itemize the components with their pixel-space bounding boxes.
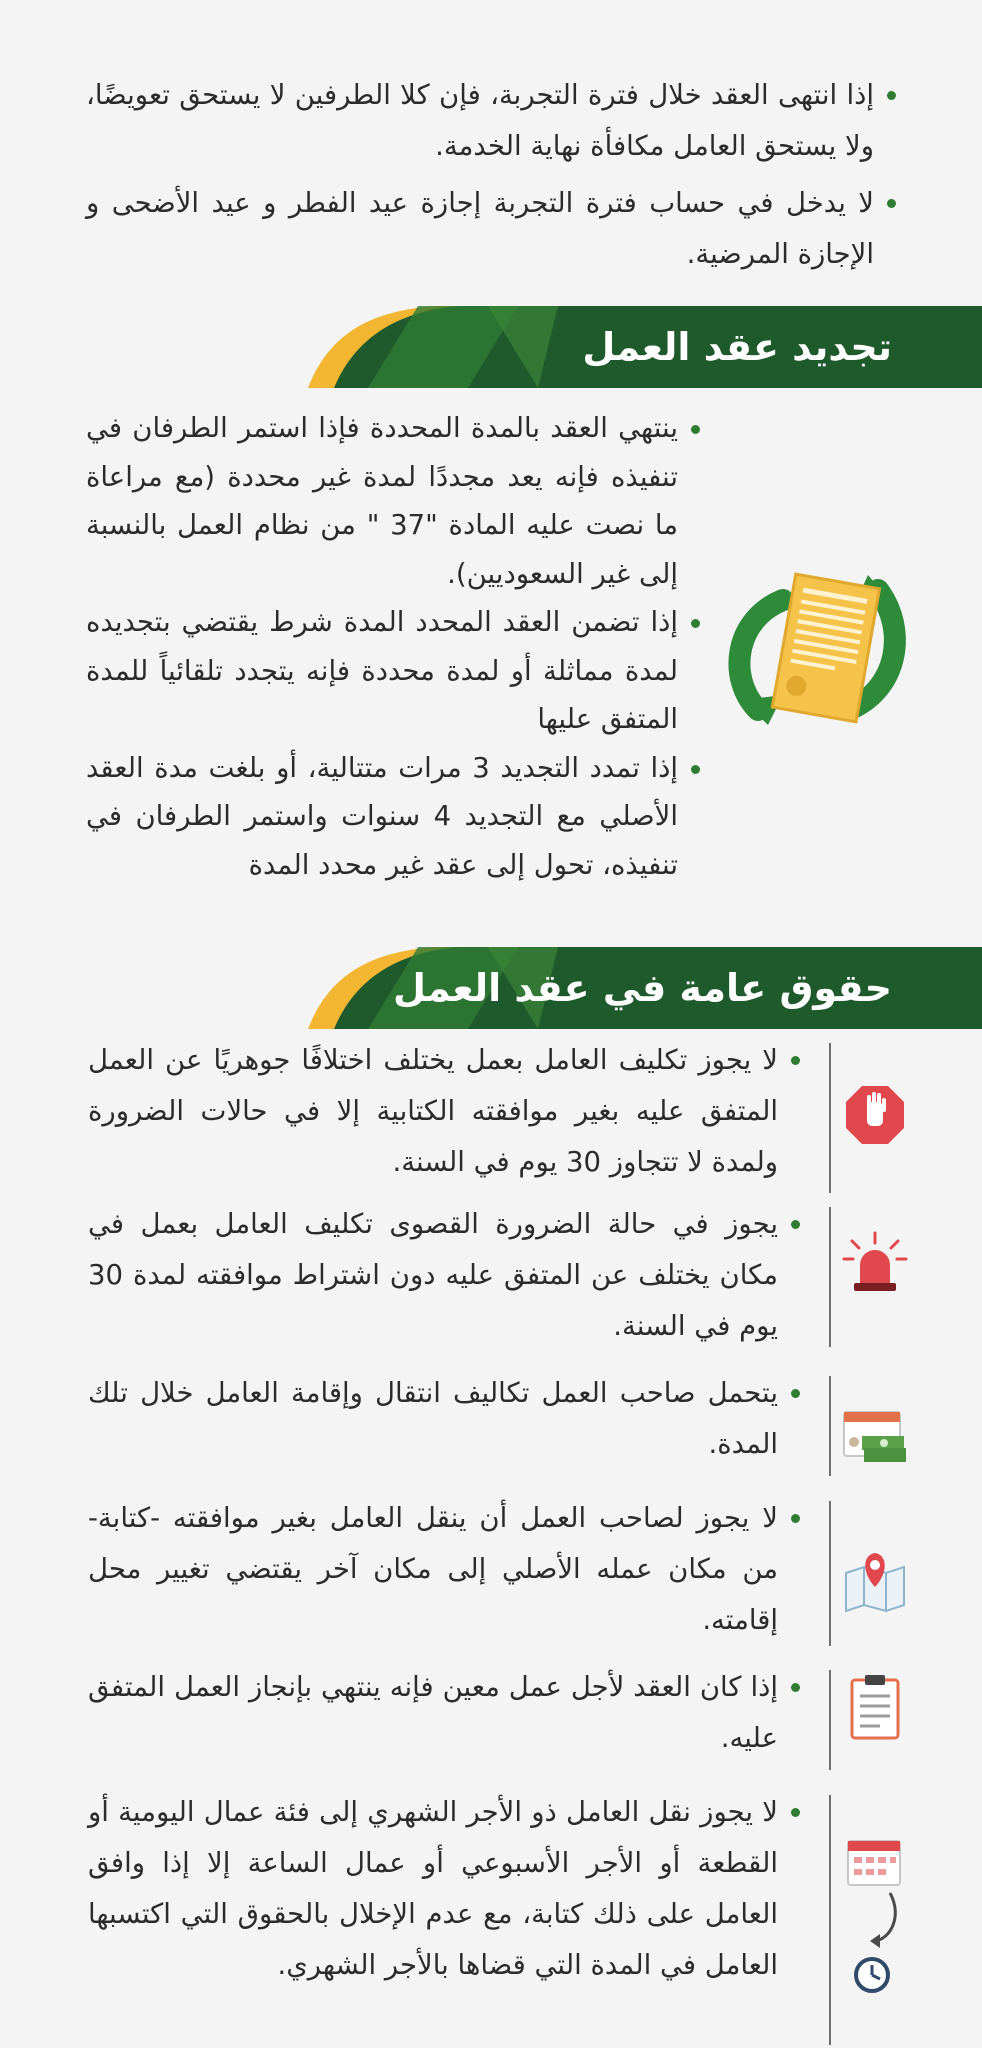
clipboard-icon (840, 1672, 910, 1742)
renewal-banner (308, 306, 982, 388)
rights-item-text: لا يجوز نقل العامل ذو الأجر الشهري إلى فئة عمال اليومية أو القطعة أو الأجر الأسبوعي أو عمال الساعة إلا إذا وافق العامل على ذلك كتابة، مع عدم الإخلال بالحقوق التي اكتسبها العامل في المدة التي قضاها بالأجر الشهري. (88, 1787, 800, 1991)
intro-bullet-1: إذا انتهى العقد خلال فترة التجربة، فإن كلا الطرفين لا يستحق تعويضًا، ولا يستحق العامل مكافأة نهاية الخدمة. (86, 70, 896, 172)
rights-item-text: يجوز في حالة الضرورة القصوى تكليف العامل بعمل في مكان يختلف عن المتفق عليه دون اشتراط موافقته لمدة 30 يوم في السنة. (88, 1199, 800, 1352)
money-calendar-icon (840, 1406, 910, 1476)
rights-item (0, 1035, 982, 1195)
rights-item (0, 1662, 982, 1772)
rights-item (0, 1199, 982, 1349)
renewal-bullet-1: ينتهي العقد بالمدة المحددة فإذا استمر الطرفان في تنفيذه فإنه يعد مجددًا لمدة غير محددة (مع مراعاة ما نصت عليه المادة "37 " من نظام العمل بالنسبة إلى غير السعوديين). (86, 404, 700, 598)
rights-item (0, 1368, 982, 1478)
siren-icon (840, 1229, 910, 1299)
rights-item (0, 1493, 982, 1648)
map-pin-icon (840, 1543, 910, 1613)
intro-bullet-2: لا يدخل في حساب فترة التجربة إجازة عيد الفطر و عيد الأضحى و الإجازة المرضية. (86, 178, 896, 280)
contract-renewal-icon (728, 560, 908, 740)
rights-item-text: لا يجوز تكليف العامل بعمل يختلف اختلافًا جوهريًا عن العمل المتفق عليه بغير موافقته الكتابية إلا في حالات الضرورة ولمدة لا تتجاوز 30 يوم في السنة. (88, 1035, 800, 1188)
rights-item (0, 1787, 982, 2047)
calendar-clock-icon (840, 1837, 910, 1997)
rights-banner (308, 947, 982, 1029)
rights-item-text: إذا كان العقد لأجل عمل معين فإنه ينتهي بإنجاز العمل المتفق عليه. (88, 1662, 800, 1764)
rights-title: حقوق عامة في عقد العمل (393, 966, 892, 1010)
rights-item-text: لا يجوز لصاحب العمل أن ينقل العامل بغير موافقته -كتابة- من مكان عمله الأصلي إلى مكان آخر يقتضي تغيير محل إقامته. (88, 1493, 800, 1646)
renewal-bullet-3: إذا تمدد التجديد 3 مرات متتالية، أو بلغت مدة العقد الأصلي مع التجديد 4 سنوات واستمر الطرفان في تنفيذه، تحول إلى عقد غير محدد المدة (86, 744, 700, 890)
renewal-title: تجديد عقد العمل (582, 325, 892, 369)
rights-item-text: يتحمل صاحب العمل تكاليف انتقال وإقامة العامل خلال تلك المدة. (88, 1368, 800, 1470)
intro-section (86, 70, 896, 280)
stop-hand-icon (840, 1080, 910, 1150)
renewal-bullet-2: إذا تضمن العقد المحدد المدة شرط يقتضي بتجديده لمدة مماثلة أو لمدة محددة فإنه يتجدد تلقائياً للمدة المتفق عليها (86, 598, 700, 744)
renewal-list (86, 404, 700, 889)
